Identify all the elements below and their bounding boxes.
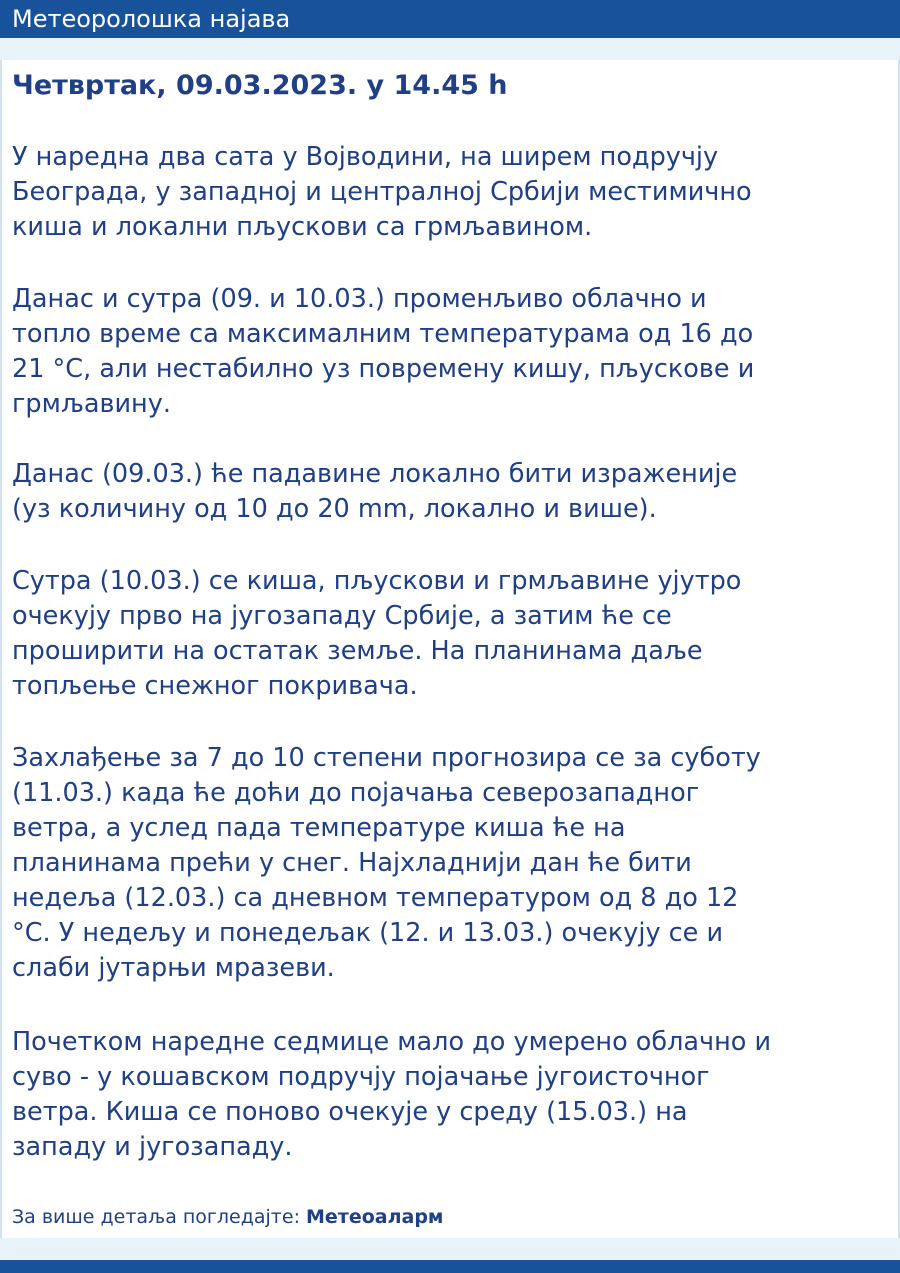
paragraph-line: ветра. Киша се поново очекује у среду (15.03.) на: [12, 1097, 688, 1127]
forecast-paragraph: [12, 564, 892, 704]
paragraph-line: западу и југозападу.: [12, 1132, 293, 1162]
paragraph-line: топљење снежног покривача.: [12, 671, 418, 701]
paragraph-line: (11.03.) када ће доћи до појачања северозападног: [12, 778, 700, 808]
forecast-paragraph: [12, 282, 892, 422]
forecast-paragraph: [12, 741, 892, 986]
paragraph-line: Данас (09.03.) ће падавине локално бити израженије: [12, 459, 738, 489]
header-divider-strip: [0, 38, 900, 60]
paragraph-line: У наредна два сата у Војводини, на ширем подручју: [12, 142, 719, 172]
paragraph-line: слаби јутарњи мразеви.: [12, 953, 335, 983]
paragraph-line: суво - у кошавском подручју појачање југоисточног: [12, 1062, 710, 1092]
footer-divider-strip: [0, 1238, 900, 1260]
forecast-paragraph: [12, 1025, 892, 1165]
forecast-paragraph: [12, 140, 892, 245]
paragraph-line: топло време са максималним температурама од 16 до: [12, 319, 754, 349]
more-details-line: [12, 1201, 443, 1233]
meteoalarm-link[interactable]: Метеоаларм: [306, 1206, 444, 1228]
paragraph-line: ветра, а услед пада температуре киша ће на: [12, 813, 626, 843]
paragraph-line: Београда, у западној и централној Србији местимично: [12, 177, 752, 207]
paragraph-line: °C. У недељу и понедељак (12. и 13.03.) очекују се и: [12, 918, 724, 948]
forecast-paragraph: [12, 457, 892, 527]
section-header: [0, 0, 900, 38]
paragraph-line: (уз количину од 10 до 20 mm, локално и више).: [12, 494, 657, 524]
paragraph-line: недеља (12.03.) са дневном температуром од 8 до 12: [12, 883, 739, 913]
paragraph-line: Почетком наредне седмице мало до умерено облачно и: [12, 1027, 772, 1057]
paragraph-line: Данас и сутра (09. и 10.03.) променљиво облачно и: [12, 284, 707, 314]
more-details-prefix: За више детаља погледајте:: [12, 1206, 300, 1228]
paragraph-line: киша и локални пљускови са грмљавином.: [12, 212, 593, 242]
paragraph-line: 21 °C, али нестабилно уз повремену кишу, пљускове и: [12, 354, 755, 384]
section-title: Метеоролошка најава: [12, 5, 291, 33]
paragraph-line: проширити на остатак земље. На планинама даље: [12, 636, 703, 666]
paragraph-line: Захлађење за 7 до 10 степени прогнозира се за суботу: [12, 743, 761, 773]
forecast-date-heading: Четвртак, 09.03.2023. у 14.45 h: [12, 70, 508, 101]
paragraph-line: очекују прво на југозападу Србије, а затим ће се: [12, 601, 672, 631]
paragraph-line: грмљавину.: [12, 389, 171, 419]
paragraph-line: Сутра (10.03.) се киша, пљускови и грмљавине ујутро: [12, 566, 742, 596]
paragraph-line: планинама прећи у снег. Најхладнији дан ће бити: [12, 848, 692, 878]
next-section-header: [0, 1260, 900, 1273]
